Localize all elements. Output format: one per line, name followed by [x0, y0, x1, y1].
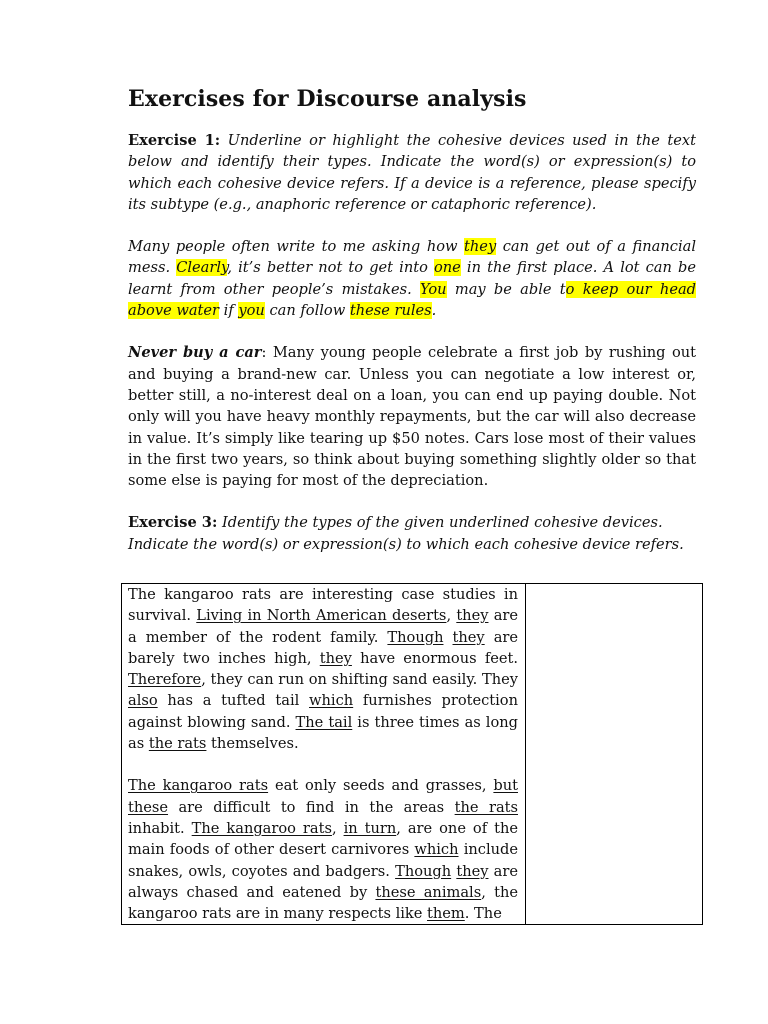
passage-1-text: if — [219, 302, 239, 320]
highlight-keep-head-above-water: o keep our head above water — [128, 280, 696, 320]
underlined-device: these — [128, 798, 169, 816]
text: , the kangaroo rats are in many respects like — [128, 883, 518, 923]
text: are difficult to find in the areas — [168, 798, 455, 816]
underlined-device: the rats — [148, 735, 207, 753]
text: are a member of the rodent family. — [128, 607, 518, 646]
underlined-device: The tail — [295, 713, 353, 731]
exercise-3-label: Exercise 3: — [128, 514, 218, 532]
passage-1-text: , it’s better not to get into — [227, 259, 434, 277]
document-content — [128, 86, 696, 555]
underlined-device: these animals — [375, 883, 482, 901]
text — [443, 629, 452, 646]
passage-2 — [128, 342, 696, 491]
underlined-device: them — [427, 905, 465, 923]
underlined-device: they — [319, 649, 352, 667]
text: , they can run on shifting sand easily. They — [201, 671, 518, 689]
text: themselves. — [206, 735, 299, 753]
exercise-3-table — [121, 583, 703, 925]
text: . The — [464, 905, 502, 923]
passage-2-heading: Never buy a car — [128, 344, 262, 362]
text: include snakes, owls, coyotes and badgers. — [128, 841, 518, 880]
passage-1 — [128, 236, 696, 321]
text: have enormous feet. — [351, 649, 518, 667]
passage-1-text: can get out of a financial mess. — [128, 238, 696, 277]
highlight-these-rules: these rules — [349, 302, 432, 320]
exercise-3-instructions — [128, 512, 696, 555]
text: , — [331, 819, 344, 837]
underlined-device: Therefore — [128, 671, 202, 689]
underlined-device: but — [493, 777, 518, 795]
text: , are one of the main foods of other desert carnivores — [128, 819, 518, 859]
passage-1-text: can follow — [264, 302, 350, 320]
underlined-device: which — [414, 841, 459, 859]
table-answer-cell — [526, 584, 702, 924]
text: is three times as long as — [128, 713, 518, 753]
text: , — [446, 607, 457, 625]
passage-1-text: Many people often write to me asking how — [128, 238, 465, 256]
passage-1-text: may be able t — [446, 280, 566, 298]
exercise-1-text: Underline or highlight the cohesive devices used in the text below and identify their types. Indicate the word(s) or expression(s) to which each cohesive device refers. If a device is a reference, please specify its subtype (e.g., anaphoric reference or cataphoric reference). — [128, 132, 696, 213]
page-title: Exercises for Discourse analysis — [128, 86, 527, 112]
underlined-device: The kangaroo rats — [191, 819, 332, 837]
table-paragraph-2 — [128, 775, 518, 924]
highlight-one: one — [433, 259, 461, 277]
text: inhabit. — [128, 819, 192, 837]
passage-1-text: in the first place. A lot can be learnt from other people’s mistakes. — [128, 259, 696, 298]
text: are barely two inches high, — [128, 628, 518, 667]
exercise-3-text: Identify the types of the given underlined cohesive devices. Indicate the word(s) or expression(s) to which each cohesive device refers. — [128, 514, 684, 553]
text: has a tufted tail — [157, 692, 310, 710]
underlined-device: Though — [387, 628, 444, 646]
highlight-you: You — [420, 280, 447, 298]
text: eat only seeds and grasses, — [268, 777, 494, 795]
underlined-device: in turn — [343, 819, 397, 837]
passage-1-text: . — [431, 302, 437, 320]
passage-2-body: : Many young people celebrate a first job by rushing out and buying a brand-new car. Unless you can negotiate a low interest or, better still, a no-interest deal on a loan, you can end up paying double. Not only will you have heavy monthly repayments, but the car will also decrease in value. It’s simply like tearing up $50 notes. Cars lose most of their values in the first two years, so think about buying something slightly older so that some else is paying for most of the depreciation. — [128, 344, 696, 490]
highlight-you-2: you — [238, 302, 265, 320]
text: furnishes protection against blowing sand. — [128, 692, 518, 731]
text: are always chased and eatened by — [128, 862, 518, 901]
exercise-1-instructions — [128, 130, 696, 215]
exercise-1-label: Exercise 1: — [128, 132, 221, 149]
table-paragraph-1 — [128, 584, 518, 754]
underlined-device: they — [456, 862, 489, 880]
underlined-device: they — [452, 628, 485, 646]
underlined-device: Though — [395, 862, 452, 880]
underlined-device: which — [309, 692, 354, 710]
underlined-device: The kangaroo rats — [128, 777, 269, 795]
underlined-device: the rats — [454, 798, 518, 816]
underlined-device: also — [128, 692, 158, 710]
table-text-cell — [128, 584, 518, 924]
highlight-they: they — [464, 238, 497, 256]
text: The kangaroo rats are interesting case studies in survival. — [128, 586, 518, 625]
underlined-device: they — [456, 607, 489, 625]
highlight-clearly: Clearly — [176, 259, 228, 277]
underlined-device: Living in North American deserts — [196, 607, 447, 625]
